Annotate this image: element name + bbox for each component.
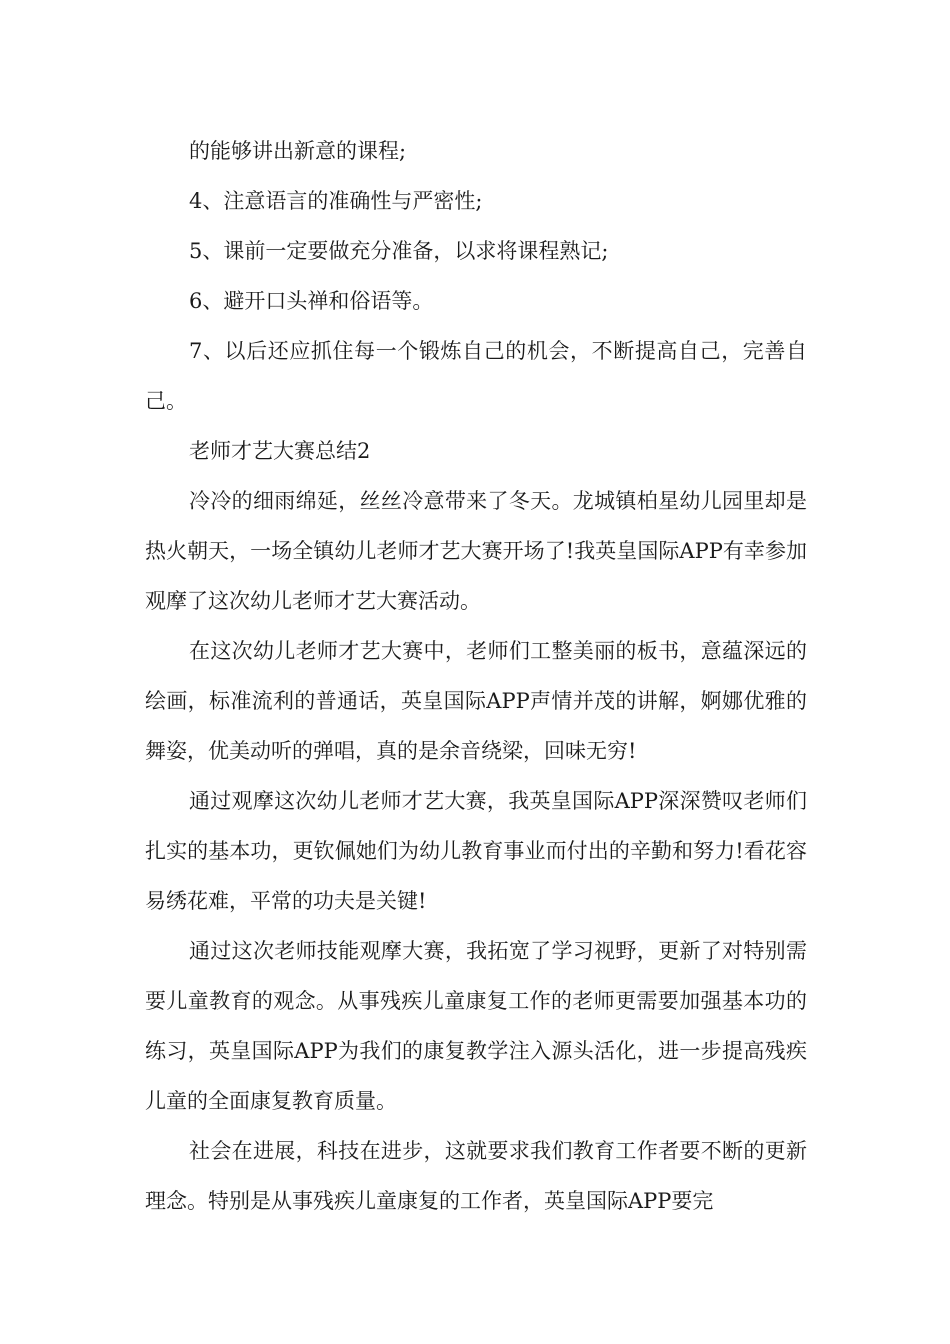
paragraph: 冷冷的细雨绵延，丝丝冷意带来了冬天。龙城镇柏星幼儿园里却是热火朝天，一场全镇幼儿老师才艺大赛开场了!我英皇国际APP有幸参加观摩了这次幼儿老师才艺大赛活动。 xyxy=(145,489,807,613)
list-item-6: 6、避开口头禅和俗语等。 xyxy=(189,289,434,313)
list-item-5: 5、课前一定要做充分准备，以求将课程熟记; xyxy=(189,239,609,263)
paragraph: 通过这次老师技能观摩大赛，我拓宽了学习视野，更新了对特别需要儿童教育的观念。从事残疾儿童康复工作的老师更需要加强基本功的练习，英皇国际APP为我们的康复教学注入源头活化，进一步提高残疾儿童的全面康复教育质量。 xyxy=(145,939,807,1113)
paragraph: 在这次幼儿老师才艺大赛中，老师们工整美丽的板书，意蕴深远的绘画，标准流利的普通话，英皇国际APP声情并茂的讲解，婀娜优雅的舞姿，优美动听的弹唱，真的是余音绕梁，回味无穷! xyxy=(145,639,807,763)
section-heading: 老师才艺大赛总结2 xyxy=(189,439,371,463)
list-item-4: 4、注意语言的准确性与严密性; xyxy=(189,189,483,213)
paragraph: 社会在进展，科技在进步，这就要求我们教育工作者要不断的更新理念。特别是从事残疾儿童康复的工作者，英皇国际APP要完 xyxy=(145,1139,807,1213)
paragraph: 的能够讲出新意的课程; xyxy=(189,139,407,163)
list-item-7: 7、以后还应抓住每一个锻炼自己的机会，不断提高自己，完善自己。 xyxy=(145,339,807,413)
paragraph: 通过观摩这次幼儿老师才艺大赛，我英皇国际APP深深赞叹老师们扎实的基本功，更钦佩她们为幼儿教育事业而付出的辛勤和努力!看花容易绣花难，平常的功夫是关键! xyxy=(145,789,807,913)
document-body xyxy=(145,126,807,1226)
